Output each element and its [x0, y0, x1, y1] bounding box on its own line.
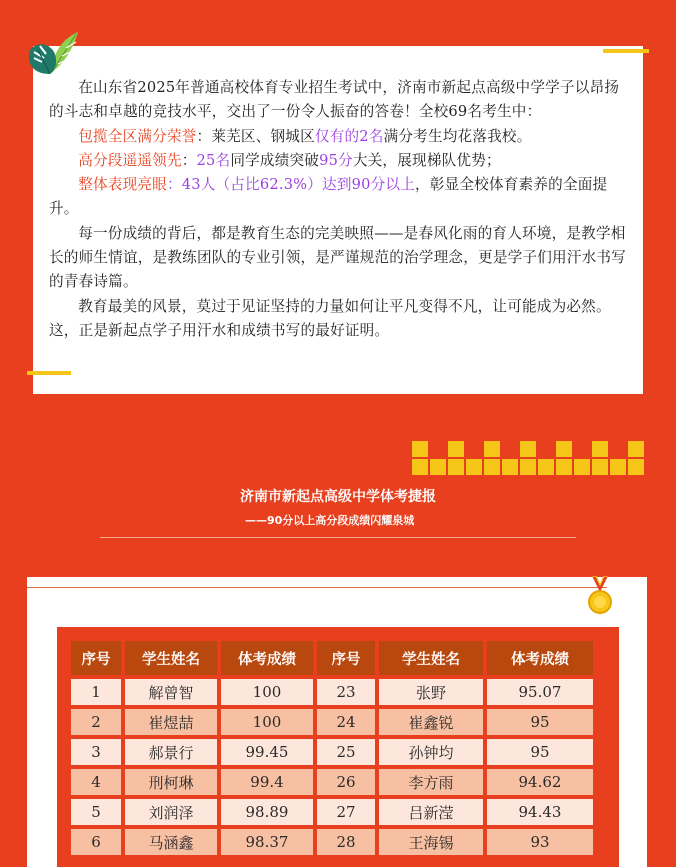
table-row [71, 679, 593, 705]
table-cell: 24 [317, 709, 375, 735]
table-cell: 3 [71, 739, 121, 765]
checker-square [502, 459, 518, 475]
table-cell: 崔鑫锐 [379, 709, 483, 735]
medal-icon [586, 576, 614, 616]
table-cell: 94.43 [487, 799, 593, 825]
table-header-cell: 体考成绩 [487, 641, 593, 675]
checker-square [628, 441, 644, 457]
table-row [71, 829, 593, 855]
checker-square [484, 459, 500, 475]
checker-square [538, 459, 554, 475]
table-header-cell: 学生姓名 [125, 641, 217, 675]
card-divider [27, 587, 607, 588]
table-cell: 1 [71, 679, 121, 705]
table-cell: 李方雨 [379, 769, 483, 795]
table-header-cell: 学生姓名 [379, 641, 483, 675]
table-cell: 26 [317, 769, 375, 795]
table-cell: 4 [71, 769, 121, 795]
highlight-3: 整体表现亮眼：43人（占比62.3%）达到90分以上，彰显全校体育素养的全面提升。 [49, 176, 608, 218]
table-cell: 孙钟均 [379, 739, 483, 765]
table-cell: 郝景行 [125, 739, 217, 765]
title-divider [100, 537, 576, 538]
monstera-leaf-icon [22, 28, 80, 78]
checker-square [466, 459, 482, 475]
checker-square [592, 459, 608, 475]
table-row [71, 799, 593, 825]
table-cell: 6 [71, 829, 121, 855]
checker-square [574, 459, 590, 475]
table-cell: 2 [71, 709, 121, 735]
checker-square [610, 459, 626, 475]
results-table-frame [57, 627, 619, 867]
checker-square [592, 441, 608, 457]
checker-square [556, 459, 572, 475]
checker-square [520, 459, 536, 475]
checker-square [484, 441, 500, 457]
table-cell: 25 [317, 739, 375, 765]
table-header-cell: 序号 [317, 641, 375, 675]
table-header-cell: 序号 [71, 641, 121, 675]
table-cell: 崔煜喆 [125, 709, 217, 735]
table-header-cell: 体考成绩 [221, 641, 313, 675]
table-cell: 27 [317, 799, 375, 825]
table-cell: 93 [487, 829, 593, 855]
table-cell: 23 [317, 679, 375, 705]
checker-square [520, 441, 536, 457]
table-cell: 99.4 [221, 769, 313, 795]
highlight-3-label: 整体表现亮眼 [78, 176, 167, 194]
checker-square [448, 441, 464, 457]
report-title: 济南市新起点高级中学体考捷报 [240, 489, 436, 505]
table-cell: 98.37 [221, 829, 313, 855]
table-cell: 95.07 [487, 679, 593, 705]
highlight-2-label: 高分段遥遥领先 [78, 151, 182, 169]
table-cell: 刑柯琳 [125, 769, 217, 795]
table-cell: 98.89 [221, 799, 313, 825]
table-cell: 95 [487, 739, 593, 765]
checker-square [628, 459, 644, 475]
highlight-1: 包揽全区满分荣誉：莱芜区、钢城区仅有的2名满分考生均花落我校。 [78, 127, 532, 145]
checker-square [556, 441, 572, 457]
highlight-2: 高分段遥遥领先：25名同学成绩突破95分大关，展现梯队优势； [78, 151, 501, 169]
table-cell: 94.62 [487, 769, 593, 795]
intro-paragraph-1: 在山东省2025年普通高校体育专业招生考试中，济南市新起点高级中学学子以昂扬的斗志和卓越的竞技水平，交出了一份令人振奋的答卷！全校69名考生中： [49, 79, 620, 121]
accent-bar-bottom [27, 371, 71, 375]
checker-square [412, 441, 428, 457]
table-cell: 王海锡 [379, 829, 483, 855]
intro-paragraph-3: 教育最美的风景，莫过于见证坚持的力量如何让平凡变得不凡，让可能成为必然。这，正是新起点学子用汗水和成绩书写的最好证明。 [49, 297, 611, 339]
table-cell: 95 [487, 709, 593, 735]
table-cell: 100 [221, 709, 313, 735]
intro-paragraph-2: 每一份成绩的背后，都是教育生态的完美映照——是春风化雨的育人环境，是教学相长的师生情谊，是教练团队的专业引领，是严谨规范的治学理念，更是学子们用汗水书写的青春诗篇。 [49, 224, 626, 291]
checker-square [448, 459, 464, 475]
table-cell: 吕新滢 [379, 799, 483, 825]
highlight-1-label: 包揽全区满分荣誉 [78, 127, 197, 145]
results-table [67, 637, 597, 859]
table-row [71, 739, 593, 765]
table-cell: 99.45 [221, 739, 313, 765]
checker-pattern [412, 441, 648, 477]
table-row [71, 709, 593, 735]
checker-square [412, 459, 428, 475]
table-cell: 刘润泽 [125, 799, 217, 825]
table-cell: 5 [71, 799, 121, 825]
intro-text [49, 76, 631, 343]
table-cell: 解曾智 [125, 679, 217, 705]
table-cell: 马涵鑫 [125, 829, 217, 855]
checker-square [430, 459, 446, 475]
table-row [71, 769, 593, 795]
table-cell: 张野 [379, 679, 483, 705]
table-cell: 28 [317, 829, 375, 855]
report-subtitle: ——90分以上高分段成绩闪耀泉城 [245, 514, 415, 527]
accent-bar-top [603, 49, 649, 53]
table-cell: 100 [221, 679, 313, 705]
